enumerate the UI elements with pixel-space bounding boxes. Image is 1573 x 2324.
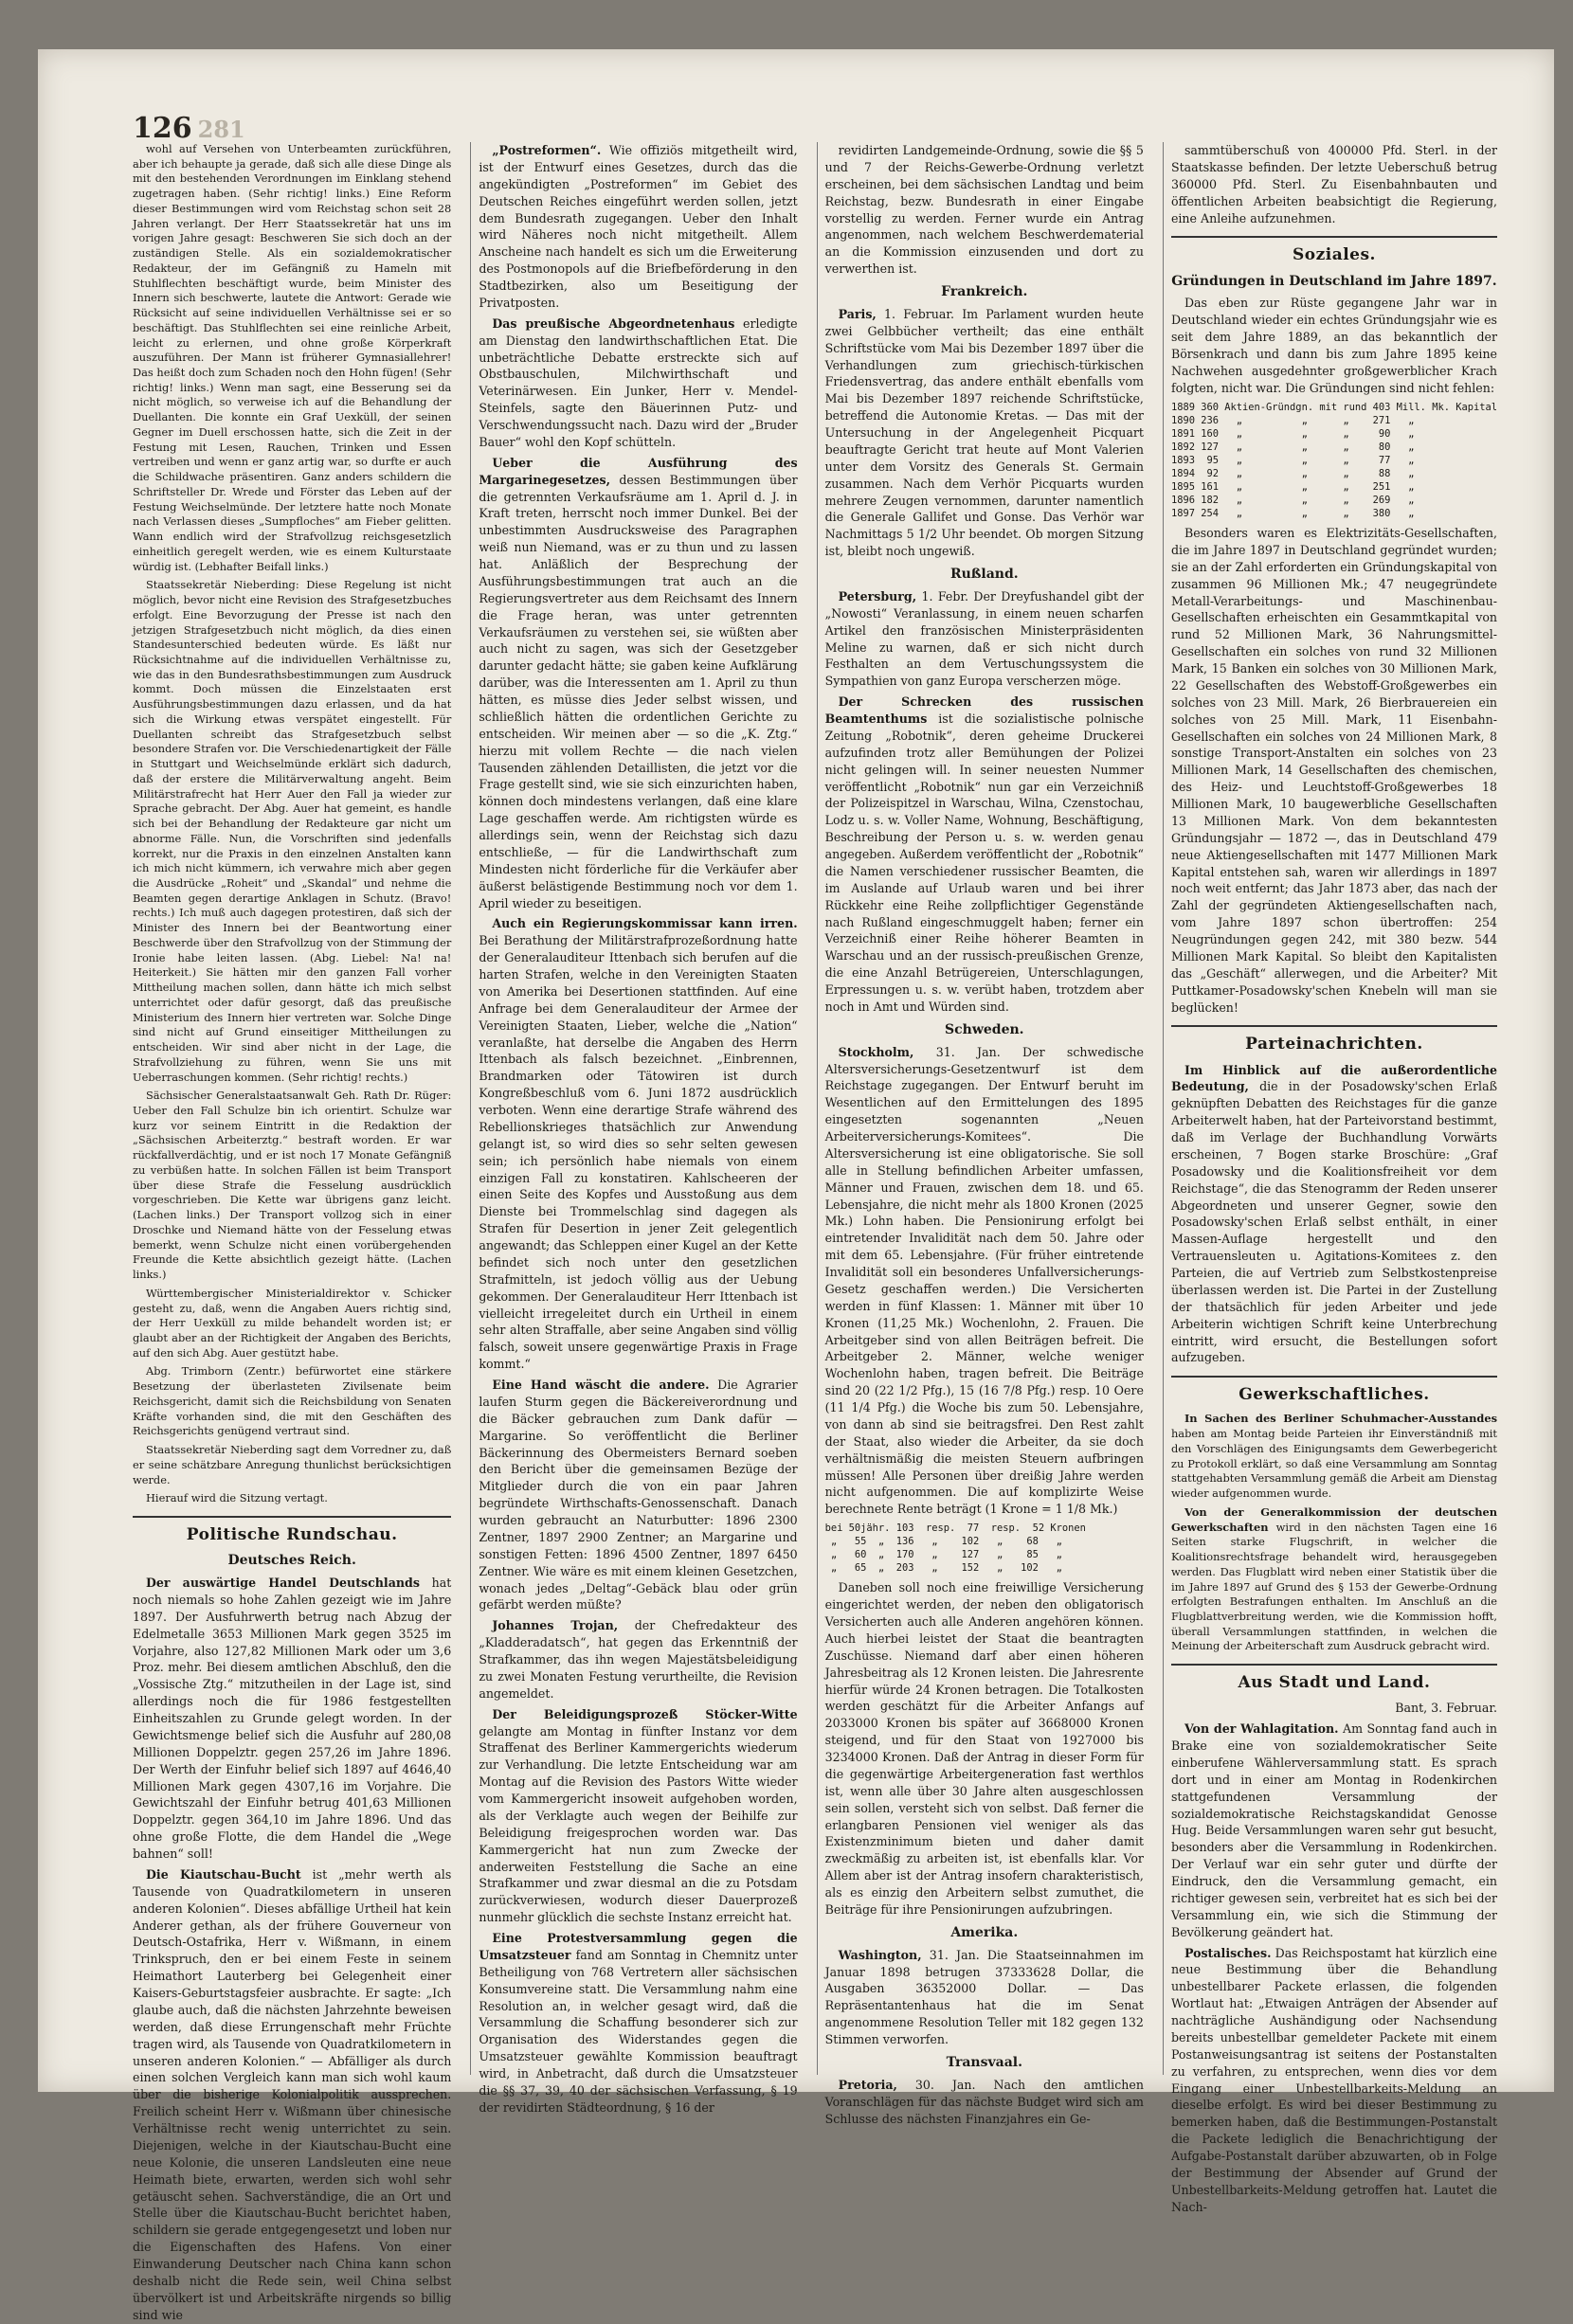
- section-heading: Aus Stadt und Land.: [1171, 1664, 1497, 1694]
- subsection-heading: Amerika.: [950, 1924, 1019, 1940]
- article-paragraph: [1171, 1720, 1497, 1940]
- article-paragraph: [825, 1044, 1144, 1519]
- article-text: Das Reichspostamt hat kürzlich eine neue Bestimmung über die Behandlung unbestellbarer Packete erlassen, die folgenden Wortlaut hat: „Etwaigen Anträgen der Absender auf nachträgliche Aushändigung oder Nachsendung bereits unbestellbar gemeldeter Packete mit einem Postanweisungsantrag ist seitens der Postanstalten zu verfahren, zu entsprechen, wenn dies vor dem Eingang einer Unbestellbarkeits-Meldung an dieselbe erfolgt. Es wird bei dieser Bestimmung zu bemerken haben, daß die Bestimmungen-Postanstalt die Packete lediglich die Benachrichtigung der Aufgabe-Postanstalt darüber abzuwarten, ob in Folge der Bestimmung der Absender auf Grund der Unbestellbarkeits-Meldung getroffen hat. Lautet die Nach-: [1170, 1945, 1498, 2214]
- article-paragraph: [479, 915, 797, 1373]
- column-2: [470, 142, 798, 2115]
- article-text: 31. Jan. Der schwedische Altersversicherungs-Gesetzentwurf ist dem Reichstage zugegangen. Der Entwurf beruht im Wesentlichen auf den Ermittelungen des 1895 eingesetzten sogenannten „Neuen Arbeiterversicherungs-Komitees“. Die Altersversicherung ist eine obligatorische. Sie soll alle in Stellung befindlichen Arbeiter umfassen, Männer und Frauen, zwischen dem 18. und 65. Lebensjahre, die nicht mehr als 1800 Kronen (2025 Mk.) Lohn haben. Die Pensionirung erfolgt bei eintretender Invalidität nach dem 50. Jahre oder mit dem 65. Lebensjahre. (Für früher eintretende Invalidität soll ein besonderes Unfallversicherungs-Gesetz geschaffen werden.) Die Versicherten werden in fünf Klassen: 1. Männer mit über 10 Kronen (11,25 Mk.) Wochenlohn, 2. Frauen. Die Arbeitgeber sind von allen Beiträgen befreit. Die Arbeitgeber 2. Männer, welche weniger Wochenlohn haben, tragen befreit. Die Beiträge sind 20 (22 1/2 Pfg.), 15 (16 7/8 Pfg.) resp. 10 Oere (11 1/4 Pfg.) die Woche bis zum 50. Lebensjahre, von dann ab sind sie beitragsfrei. Den Rest zahlt der Staat, also wieder die Arbeiter, da sie doch verhältnismäßig die meisten Steuern aufbringen müssen! Alle Personen über dreißig Jahre werden nicht aufgenommen. Die auf komplizirte Weise berechnete Rente beträgt (1 Krone = 1 1/8 Mk.): [824, 1044, 1144, 1517]
- article-paragraph: [133, 1089, 451, 1283]
- article-text: ist „mehr werth als Tausende von Quadratkilometern in unseren anderen Kolonien“. Dieses abfällige Urtheil hat kein Anderer gethan, als der frühere Gouverneur von Deutsch-Ostafrika, Herr v. Wißmann, in einem Trinkspruch, den er bei einem Feste in seinem Heimathort Lauterberg bei Gelegenheit einer Kaisers-Geburtstagsfeier ausbrachte. Er sagte: „Ich glaube auch, daß die nächsten Jahrzehnte beweisen werden, daß diese Errungenschaft mehr Früchte tragen wird, als Tausende von Quadratkilometern in unseren anderen Kolonien.“ — Abfälliger als durch einen solchen Vergleich kann man sich wohl kaum über die bisherige Kolonialpolitik aussprechen. Freilich scheint Herr v. Wißmann über chinesische Verhältnisse recht wenig unterrichtet zu sein. Diejenigen, welche in der Kiautschau-Bucht eine neue Kolonie, die unseren Landsleuten eine neue Heimath biete, erwarten, werden sich wohl sehr getäuscht sehen. Sachverständige, die an Ort und Stelle über die Kiautschau-Bucht berichtet haben, schildern sie gerade entgegengesetzt und loben nur die Eigenschaften des Hafens. Von einer Einwanderung Deutscher nach China kann schon deshalb nicht die Rede sein, weil China selbst übervölkert ist und Arbeitskräfte nirgends so billig sind wie: [133, 1866, 452, 2322]
- article-lead: Das preußische Abgeordnetenhaus: [492, 315, 735, 331]
- section-heading: Soziales.: [1171, 236, 1497, 266]
- page-number: [133, 112, 245, 145]
- subsection-heading: Transvaal.: [946, 2054, 1022, 2070]
- article-paragraph: [825, 306, 1144, 560]
- article-text: die in der Posadowsky'schen Erlaß geknüpften Debatten des Reichstages für die ganze Arbeiterwelt haben, hat der Parteivorstand bestimmt, daß im Verlage der Buchhandlung Vorwärts erscheinen, 7 Bogen starke Broschüre: „Graf Posadowsky und die Koalitionsfreiheit vor dem Reichstage“, die das Stenogramm der Reden unserer Abgeordneten und unserer Gegner, sowie den Posadowsky'schen Erlaß selbst enthält, in einer Massen-Auflage hergestellt und den Vertrauensleuten u. Agitations-Komitees z. den Parteien, die auf Vertrieb zum Selbstkostenpreise überlassen werden ist. Die Partei in der Zustellung der thatsächlich für jeden Arbeiter und jede Arbeiterin wichtigen Schrift keine Unterbrechung eintritt, wird ersucht, die Bestellungen sofort aufzugeben.: [1170, 1079, 1498, 1365]
- article-paragraph: [1171, 1062, 1497, 1367]
- column-1: [133, 142, 452, 2322]
- article-text: sammtüberschuß von 400000 Pfd. Sterl. in der Staatskasse befinden. Der letzte Ueberschuß betrug 360000 Pfd. Sterl. Zu Eisenbahnbauten und öffentlichen Arbeiten beabsichtigt die Regierung, eine Anleihe aufzunehmen.: [1170, 143, 1498, 225]
- article-paragraph: [479, 455, 797, 912]
- column-4: [1163, 142, 1498, 2214]
- article-paragraph: [1171, 1412, 1497, 1501]
- article-lead: Eine Hand wäscht die andere.: [492, 1378, 710, 1392]
- article-text: hat noch niemals so hohe Zahlen gezeigt wie im Jahre 1897. Der Ausfuhrwerth betrug nach Abzug der Edelmetalle 3653 Millionen Mark gegen 3525 im Vorjahre, also 127,82 Millionen Mark oder um 3,6 Proz. mehr. Bei diesem amtlichen Abschluß, den die „Vossische Ztg.“ mitzutheilen in der Lage ist, sind allerdings noch die für 1986 festgestellten Einheitszahlen zu Grunde gelegt worden. In der Gewichtsmenge belief sich die Ausfuhr auf 280,08 Millionen Doppelztr. gegen 257,26 im Jahre 1896. Der Werth der Einfuhr belief sich 1897 auf 4646,40 Millionen Mark gegen 4307,16 im Vorjahre. Die Gewichtszahl der Einfuhr betrug 401,63 Millionen Doppelztr. gegen 364,10 im Jahre 1896. Und das ohne große Flotte, die dem Handel die „Wege bahnen“ soll!: [133, 1576, 452, 1862]
- subsection-heading: Gründungen in Deutschland im Jahre 1897.: [1171, 273, 1497, 289]
- article-text: 30. Jan. Nach den amtlichen Voranschlägen für das nächste Budget wird sich am Schlusse des nächsten Finanzjahres ein Ge-: [824, 2077, 1144, 2126]
- newspaper-columns: [133, 142, 1498, 2322]
- article-text: 31. Jan. Die Staatseinnahmen im Januar 1898 betrugen 37333628 Dollar, die Ausgaben 36352000 Dollar. — Das Repräsentantenhaus hat die im Senat angenommene Resolution Teller mit 182 gegen 132 Stimmen verworfen.: [824, 1947, 1144, 2047]
- article-text: Das eben zur Rüste gegangene Jahr war in Deutschland wieder ein echtes Gründungsjahr wie es seit dem Jahre 1889, an das bekanntlich der Börsenkrach und dann bis zum Jahre 1895 keine Nachwehen ausgedehnter großgewerblicher Krach folgten, nicht war. Die Gründungen sind nicht fehlen:: [1170, 296, 1498, 395]
- article-lead: Der auswärtige Handel Deutschlands: [146, 1576, 420, 1591]
- article-paragraph: [1171, 1945, 1497, 2216]
- article-text: Staatssekretär Nieberding sagt dem Vorredner zu, daß er seine schätzbare Anregung thunlichst berücksichtigen werde.: [133, 1443, 452, 1486]
- page-number-ghost: 281: [197, 116, 245, 143]
- article-text: dessen Bestimmungen über die getrennten Verkaufsräume am 1. April d. J. in Kraft treten, herrscht noch immer Dunkel. Bei der unbestimmten Ausdrucksweise des Paragraphen weiß nun Niemand, was er zu thun und zu lassen hat. Anläßlich der Besprechung der Ausführungsbestimmungen trat auch an die Regierungsvertreter aus dem Reichsamt des Innern die Frage heran, was unter getrennten Verkaufsräumen zu verstehen sei, sie wüßten aber auch nicht zu sagen, was sich der Gesetzgeber darunter gedacht hätte; sie gaben keine Aufklärung darüber, was die Interessenten am 1. April zu thun hätten, es müsse dies Jeder selbst wissen, und schließlich hätten die ordentlichen Gerichte zu entscheiden. Wir meinen aber — so die „K. Ztg.“ hierzu mit vollem Rechte — die nach vielen Tausenden zählenden Detaillisten, die jetzt vor die Frage gestellt sind, wie sie sich einzurichten haben, können doch mindestens verlangen, daß eine klare Lage geschaffen werde. Am richtigsten würde es allerdings sein, wenn der Reichstag sich dazu entschließe, — für die Landwirthschaft zum Mindesten nicht förderliche für die Verkäufer aber äußerst belästigende Bestimmung noch vor dem 1. April wieder zu beseitigen.: [479, 472, 798, 910]
- article-text: Bei Berathung der Militärstrafprozeßordnung hatte der Generalauditeur Ittenbach sich berufen auf die harten Strafen, welche in den Vereinigten Staaten von Amerika bei Desertionen stattfinden. Auf eine Anfrage bei dem Generalauditeur der Armee der Vereinigten Staaten, Lieber, welche die „Nation“ veranlaßte, hat derselbe die Angaben des Herrn Ittenbach als falsch bezeichnet. „Einbrennen, Brandmarken oder Tätowiren ist durch Kongreßbeschluß vom 6. Juni 1872 ausdrücklich verboten. Wenn eine derartige Strafe während des Rebellionskrieges thatsächlich zur Anwendung gelangt ist, so wird dies so sehr selten gewesen sein; ich persönlich habe niemals von einem einzigen Fall zu konstatiren. Kahlscheeren der einen Seite des Kopfes und Ausstoßung aus dem Dienste bei Trommelschlag sind dagegen als Strafen für Desertion in jener Zeit gelegentlich angewandt; das Schleppen einer Kugel an der Kette befindet sich noch unter den gesetzlichen Strafmitteln, ist jedoch völlig aus der Uebung gekommen. Der Generalauditeur Herr Ittenbach ist vielleicht irregeleitet durch ein Urtheil in einem sehr alten Straffalle, aber seine Angaben sind völlig falsch, soweit unsere gegenwärtige Praxis in Frage kommt.“: [479, 933, 798, 1372]
- article-lead: Petersburg,: [838, 588, 917, 604]
- article-text: 1. Februar. Im Parlament wurden heute zwei Gelbbücher vertheilt; das eine enthält Schriftstücke vom Mai bis Dezember 1897 über die Verhandlungen zum griechisch-türkischen Friedensvertrag, das andere enthält ebenfalls vom Mai bis Dezember 1897 reichende Schriftstücke, betreffend die Autonomie Kretas. — Das mit der Untersuchung in der Angelegenheit Picquart beauftragte Gericht trat heute auf Mont Valerien unter dem Vorsitz des Generals St. Germain zusammen. Nach dem Verhör Picquarts wurden mehrere Zeugen vernommen, darunter namentlich die Generale Gallifet und Gonse. Das Verhör war Nachmittags 5 1/2 Uhr beendet. Ob morgen Sitzung ist, bleibt noch ungewiß.: [824, 306, 1144, 559]
- article-lead: Washington,: [838, 1947, 922, 1962]
- article-paragraph: [825, 588, 1144, 690]
- statistics-table: bei 50jähr. 103 resp. 77 resp. 52 Kronen „ 55 „ 136 „ 102 „ 68 „ „ 60 „ 170 „ 127 „ 85 „ „ 65 „ 203 „ 152 „ 102 „: [824, 1522, 1086, 1575]
- article-lead: Postalisches.: [1184, 1945, 1272, 1960]
- article-paragraph: [825, 142, 1144, 278]
- article-paragraph: [825, 1947, 1144, 2048]
- article-paragraph: [1171, 295, 1497, 396]
- column-3: [817, 142, 1144, 2126]
- statistics-table: 1889 360 Aktien-Gründgn. mit rund 403 Mill. Mk. Kapital 1890 236 „ „ „ 271 „ 1891 160 „ „ „ 90 „ 1892 127 „ „ „ 80 „ 1893 95 „ „ „ 77 „ 1894 92 „ „ „ 88 „ 1895 161 „ „ „ 251 „ 1896 182 „ „ „ 269 „ 1897 254 „ „ „ 380 „: [1170, 401, 1498, 519]
- article-text: gelangte am Montag in fünfter Instanz vor dem Straffenat des Berliner Kammergerichts wiederum zur Verhandlung. Die letzte Entscheidung war am Montag auf die Revision des Pastors Witte wieder vom Kammergericht insoweit aufgehoben worden, als der Verklagte auch wegen der Beihilfe zur Beleidigung freigesprochen worden war. Das Kammergericht hat nun zum Zwecke der anderweiten Feststellung die Sache an eine Strafkammer und zwar diesmal an die zu Potsdam zurückverwiesen, wodurch dieser Dauerprozeß nunmehr glücklich die sechste Instanz erreicht hat.: [479, 1723, 798, 1925]
- article-paragraph: [479, 1617, 797, 1702]
- article-paragraph: [825, 694, 1144, 1016]
- article-text: der Chefredakteur des „Kladderadatsch“, hat gegen das Erkenntniß der Strafkammer, das ihn wegen Majestätsbeleidigung zu zwei Monaten Festung verurtheilte, die Revision angemeldet.: [479, 1618, 798, 1701]
- article-text: fand am Sonntag in Chemnitz unter Betheiligung von 768 Vertretern aller sächsischen Konsumvereine statt. Die Versammlung nahm eine Resolution an, in welcher gesagt wird, daß die Versammlung die Schaffung besonderer sich zur Organisation des Widerstandes gegen die Umsatzsteuer gewählte Kommission beauftragt wird, in Anbetracht, daß durch die Umsatzsteuer die §§ 37, 39, 40 der sächsischen Verfassung, § 19 der revidirten Städteordnung, § 16 der: [479, 1947, 798, 2115]
- article-lead: Pretoria,: [838, 2077, 897, 2092]
- article-paragraph: [479, 315, 797, 451]
- article-paragraph: [133, 1575, 451, 1863]
- page-number-value: 126: [133, 112, 192, 145]
- article-text: Besonders waren es Elektrizitäts-Gesellschaften, die im Jahre 1897 in Deutschland gegründet wurden; sie an der Zahl erforderten ein Gründungskapital von zusammen 96 Millionen Mk.; 47 neugegründete Metall-Verarbeitungs- und Maschinenbau-Gesellschaften erheischten ein Gesammtkapital von rund 52 Millionen Mark, 36 Nahrungsmittel-Gesellschaften ein solches von rund 32 Millionen Mark, 15 Banken ein solches von 30 Millionen Mark, 22 Gesellschaften des Webstoff-Großgewerbes ein solches von 23 Mill. Mark, 26 Bierbrauereien ein solches von 25 Mill. Mark, 11 Eisenbahn-Gesellschaften ein solches von 24 Millionen Mark, 8 sonstige Transport-Anstalten ein solches von 23 Millionen Mark, 14 Gesellschaften des chemischen, des Heiz- und Leuchtstoff-Großgewerbes 18 Millionen Mark, 10 baugewerbliche Gesellschaften 13 Millionen Mark. Von dem bekanntesten Gründungsjahr — 1872 —, das in Deutschland 479 neue Aktiengesellschaften mit 1477 Millionen Mark Kapital entstehen sah, waren wir allerdings in 1897 noch weit entfernt; das Jahr 1873 aber, das nach der Zahl der gegründeten Aktiengesellschaften nach, vom Jahre 1897 schon übertroffen: 254 Neugründungen gegen 242, mit 380 bezw. 544 Millionen Mark Kapital. So bleibt den Kapitalisten das „Geschäft“ allerwegen, und die Arbeiter? Mit Puttkamer-Posadowsky'schen Knebeln will man sie beglücken!: [1170, 526, 1498, 1015]
- article-lead: Eine Protestversammlung gegen die Umsatzsteuer: [479, 1931, 798, 1962]
- article-paragraph: [133, 142, 451, 574]
- article-text: Staatssekretär Nieberding: Diese Regelung ist nicht möglich, bevor nicht eine Revision des Strafgesetzbuches erfolgt. Eine Bevorzugung der Presse ist nach den jetzigen Strafgesetzbuch nicht möglich, da dies einen Standesunterschied bedeuten würde. Es läßt nur Rücksichtnahme auf die individuellen Verhältnisse zu, wie das in den Bundesrathsbestimmungen zum Ausdruck kommt. Doch müssen die Einzelstaaten erst Ausführungsbestimmungen dazu erlassen, und da hat sich die Wirkung etwas verspätet eingestellt. Für Duellanten schreibt das Strafgesetzbuch selbst besondere Strafen vor. Die Verschiedenartigkeit der Fälle in Stuttgart und Weichselmünde erklärt sich dadurch, daß der erstere die Militärverwaltung angeht. Beim Militärstrafrecht hat Herr Auer den Fall ja wieder zur Sprache gebracht. Der Abg. Auer hat gemeint, es handle sich bei der Behandlung der Redakteure gar nicht um abnorme Fälle. Nun, die Vorschriften sind jedenfalls korrekt, nur die Praxis in den einzelnen Anstalten kann ich mich nicht kümmern, ich verwahre mich aber gegen die Ausdrücke „Roheit“ und „Skandal“ und nehme die Beamten gegen derartige Anklagen in Schutz. (Bravo! rechts.) Ich muß auch dagegen protestiren, daß sich der Minister des Innern bei der Beantwortung einer Beschwerde über den Strafvollzug von der Stimmung der Ironie habe leiten lassen. (Abg. Liebel: Na! na! Heiterkeit.) Sie hätten mir den ganzen Fall vorher Mittheilung machen sollen, dann hätte ich mich selbst unterrichtet oder dafür gesorgt, daß das preußische Ministerium des Innern hier vertreten war. Solche Dinge sind nicht auf Grund einseitiger Mittheilungen zu entscheiden. Wir sind aber nicht in der Lage, die Strafvollziehung zu führen, wenn Sie uns mit Ueberraschungen kommen. (Sehr richtig! rechts.): [133, 578, 452, 1084]
- article-lead: In Sachen des Berliner Schuhmacher-Ausstandes: [1184, 1412, 1498, 1426]
- article-lead: Ueber die Ausführung des Margarinegesetzes,: [479, 455, 798, 487]
- article-text: revidirten Landgemeinde-Ordnung, sowie die §§ 5 und 7 der Reichs-Gewerbe-Ordnung verletzt erscheinen, bei dem sächsischen Landtag und beim Reichstag, bezw. Bundesrath in einer Eingabe vorstellig zu werden. Ferner wurde ein Antrag angenommen, nach welchem Beschwerdematerial an die Kommission einzusenden und dort zu verwerthen ist.: [824, 143, 1144, 277]
- article-paragraph: [825, 1579, 1144, 1919]
- article-lead: Von der Wahlagitation.: [1184, 1721, 1339, 1737]
- article-lead: Johannes Trojan,: [492, 1618, 619, 1633]
- article-text: Daneben soll noch eine freiwillige Versicherung eingerichtet werden, der neben den obligatorisch Versicherten auch alle Anderen angehören können. Auch hierbei leistet der Staat die beantragten Zuschüsse. Niemand darf aber einen höheren Jahresbeitrag als 12 Kronen leisten. Die Jahresrente hierfür würde 24 Kronen betragen. Die Totalkosten werden geschätzt für die Arbeiter Anfangs auf 2033000 Kronen bis später auf 3668000 Kronen steigend, und für den Staat von 1927000 bis 3234000 Kronen. Daß der Antrag in dieser Form für die gegenwärtige Arbeitergeneration fast werthlos ist, wenn alle über 30 Jahre alten ausgeschlossen sein sollen, versteht sich von selbst. Daß ferner die erlangbaren Pensionen viel weniger als das Existenzminimum bieten und daher damit zweckmäßig zu arbeiten ist, ist ebenfalls klar. Vor Allem aber ist der Antrag insofern charakteristisch, als es einzig den Arbeitern selbst zumuthet, die Beiträge für ihre Pensionirungen aufzubringen.: [824, 1580, 1144, 1917]
- article-paragraph: [1171, 525, 1497, 1016]
- article-paragraph: [133, 1491, 451, 1506]
- article-lead: Paris,: [838, 306, 877, 321]
- article-lead: Von der Generalkommission der deutschen Gewerkschaften: [1170, 1504, 1498, 1534]
- section-heading: Politische Rundschau.: [133, 1516, 451, 1546]
- dateline: Bant, 3. Februar.: [1395, 1701, 1498, 1716]
- article-text: Abg. Trimborn (Zentr.) befürwortet eine stärkere Besetzung der überlasteten Zivilsenate beim Reichsgericht, damit sich die Reichsbildung von Senaten Kräfte vorhanden sind, die mit den Geschäften des Reichsgerichts genügend vertraut sind.: [133, 1364, 452, 1438]
- article-text: wird in den nächsten Tagen eine 16 Seiten starke Flugschrift, in welcher die Koalitionsrechtsfrage behandelt wird, herausgegeben werden. Das Flugblatt wird neben einer Statistik über die im Jahre 1897 auf Grund des § 153 der Gewerbe-Ordnung erfolgten Bestrafungen enthalten. Im Anschluß an die Flugblattverbreitung werden, wie die Kommission hofft, überall Versammlungen stattfinden, in welchen die Meinung der Arbeiterschaft zum Ausdruck gebracht wird.: [1170, 1520, 1498, 1653]
- article-text: ist die sozialistische polnische Zeitung „Robotnik“, deren geheime Druckerei aufzufinden trotz aller Bemühungen der Polizei nicht gelingen will. In seiner neuesten Nummer veröffentlicht „Robotnik“ nun gar ein Verzeichniß der Polizeispitzel in Warschau, Wilna, Czenstochau, Lodz u. s. w. Voller Name, Wohnung, Beschäftigung, Beschreibung der Person u. s. w. werden genau angegeben. Außerdem veröffentlicht der „Robotnik“ die Namen verschiedener russischer Beamten, die im Auslande auf Urlaub waren und bei ihrer Rückkehr eine Reihe zollpflichtiger Gegenstände nach Rußland eingeschmuggelt haben; ferner ein Verzeichniß einer Reihe höherer Beamten in Warschau und an der russisch-preußischen Grenze, die eine Anzahl Betrügereien, Unterschlagungen, Erpressungen u. s. w. verübt haben, trotzdem aber noch in Amt und Würden sind.: [824, 712, 1144, 1014]
- section-heading: Gewerkschaftliches.: [1171, 1376, 1497, 1406]
- article-paragraph: [133, 578, 451, 1085]
- article-text: Sächsischer Generalstaatsanwalt Geh. Rath Dr. Rüger: Ueber den Fall Schulze bin ich orientirt. Schulze war kurz vor seinem Eintritt in die Redaktion der „Sächsischen Arbeiterztg.“ bestraft worden. Er war rückfallverdächtig, und er ist noch 17 Monate Gefängniß zu verbüßen hatte. In solchen Fällen ist beim Transport über diese Strafe die Fesselung ausdrücklich vorgeschrieben. Die Kette war übrigens ganz leicht. (Lachen links.) Der Transport vollzog sich in einer Droschke und Niemand hätte von der Fesselung etwas bemerkt, wenn Schulze nicht einen vorübergehenden Freunde die Kette absichtlich gezeigt hätte. (Lachen links.): [133, 1089, 452, 1282]
- article-text: erledigte am Dienstag den landwirthschaftlichen Etat. Die unbeträchtliche Debatte erstreckte sich auf Obstbauschulen, Milchwirthschaft und Veterinärwesen. Ein Junker, Herr v. Mendel-Steinfels, sagte den Bäuerinnen Putz- und Verschwendungssucht nach. Dazu wird der „Bruder Bauer“ wohl den Kopf schütteln.: [479, 315, 798, 449]
- article-lead: „Postreformen“.: [492, 143, 602, 157]
- article-paragraph: [133, 1287, 451, 1361]
- article-lead: Auch ein Regierungskommissar kann irren.: [492, 916, 798, 931]
- article-text: 1. Febr. Der Dreyfushandel gibt der „Nowosti“ Veranlassung, in einem neuen scharfen Artikel den französischen Ministerpräsidenten Meline zu warnen, daß er sich nicht durch Festhalten an dem Vertuschungssystem die Sympathien von ganz Europa verscherzen möge.: [824, 588, 1144, 689]
- article-lead: Die Kiautschau-Bucht: [146, 1866, 301, 1882]
- article-text: Hierauf wird die Sitzung vertagt.: [146, 1491, 328, 1505]
- article-paragraph: [479, 1706, 797, 1926]
- article-lead: Stockholm,: [838, 1044, 914, 1059]
- article-lead: Im Hinblick auf die außerordentliche Bedeutung,: [1170, 1062, 1498, 1094]
- article-text: Die Agrarier laufen Sturm gegen die Bäckereiverordnung und die Bäcker gebrauchen zum Dank dafür — Margarine. So veröffentlicht die Berliner Bäckerinnung des Obermeisters Bernard soeben den Bericht über die gemeinsamen Bezüge der Mitglieder durch die von ein paar Jahren begründete Wirthschafts-Genossenschaft. Danach wurden gebraucht an Naturbutter: 1896 2300 Zentner, 1897 2900 Zentner; an Margarine und sonstigen Fetten: 1896 4500 Zentner, 1897 6450 Zentner. Wie wäre es mit einem kleinen Gesetzchen, wonach jedes „Deltag“-Gebäck blau oder grün gefärbt werden müßte?: [479, 1378, 798, 1612]
- article-paragraph: [825, 2077, 1144, 2128]
- subsection-heading: Schweden.: [945, 1021, 1024, 1037]
- section-heading: Parteinachrichten.: [1171, 1025, 1497, 1055]
- article-paragraph: [133, 1364, 451, 1439]
- article-paragraph: [479, 1930, 797, 2117]
- article-text: wohl auf Versehen von Unterbeamten zurückführen, aber ich behaupte ja gerade, daß sich alle diese Dinge als mit den bestehenden Verordnungen im Einklang stehend zugetragen haben. (Sehr richtig! links.) Eine Reform dieser Bestimmungen wird vom Reichstag schon seit 28 Jahren verlangt. Der Herr Staatssekretär hat uns im vorigen Jahre gesagt: Beschweren Sie sich doch an der zuständigen Stelle. Als ein sozialdemokratischer Redakteur, der im Gefängniß zu Hameln mit Stuhlflechten beschäftigt wurde, beim Minister des Innern sich beschwerte, lautete die Antwort: Gerade wie Rücksicht auf seine individuellen Verhältnisse sei er so beschäftigt. Das Stuhlflechten sei eine reinliche Arbeit, leicht zu erlernen, und ohne große Körperkraft auszuführen. Der Mann ist früherer Gymnasiallehrer! Das heißt doch zum Schaden noch den Hohn fügen! (Sehr richtig! links.) Wenn man sagt, eine Besserung sei da nicht möglich, so verweise ich auf die Behandlung der Duellanten. Die konnte ein Graf Uexküll, der seinen Gegner im Duell erschossen hatte, sich die Zeit in der Festung mit Lesen, Rauchen, Trinken und Essen vertreiben und wenn er ganz artig war, so durfte er auch die Schildwache präsentiren. Ganz anders schildern die Schriftsteller Dr. Wrede und Förster das Leben auf der Festung Weichselmünde. Der letztere hatte noch Monate nach Verlassen dieses „Sumpfloches“ am Fieber gelitten. Wann endlich wird der Strafvollzug reichsgesetzlich einheitlich geregelt werden, wie es einem Kulturstaate würdig ist. (Lebhafter Beifall links.): [133, 142, 452, 573]
- article-text: haben am Montag beide Parteien ihr Einverständniß mit den Vorschlägen des Einigungsamts dem Gewerbegericht zu Protokoll erklärt, so daß eine Versammlung am Sonntag stattgehabten Versammlung gemäß die Arbeit am Dienstag wieder aufgenommen wurde.: [1170, 1427, 1498, 1501]
- subsection-heading: Deutsches Reich.: [227, 1553, 356, 1569]
- article-lead: Der Schrecken des russischen Beamtenthums: [824, 694, 1144, 726]
- article-text: Wie offiziös mitgetheilt wird, ist der Entwurf eines Gesetzes, durch das die angekündigten „Postreformen“ im Gebiet des Deutschen Reiches eingeführt werden sollen, jetzt dem Bundesrath zugegangen. Ueber den Inhalt wird Näheres noch nicht mitgetheilt. Allem Anscheine nach handelt es sich um die Erweiterung des Postmonopols auf die Briefbeförderung in den Stadtbezirken, also um Beseitigung der Privatposten.: [479, 143, 798, 310]
- article-text: Württembergischer Ministerialdirektor v. Schicker gesteht zu, daß, wenn die Angaben Auers richtig sind, der Herr Uexküll zu milde behandelt worden ist; er glaubt aber an der Richtigkeit der Angaben des Berichts, auf den sich Abg. Auer gestützt habe.: [133, 1286, 452, 1360]
- article-paragraph: [479, 142, 797, 312]
- article-paragraph: [479, 1377, 797, 1613]
- article-paragraph: [1171, 142, 1497, 226]
- subsection-heading: Frankreich.: [941, 284, 1028, 299]
- article-text: Am Sonntag fand auch in Brake eine von sozialdemokratischer Seite einberufene Wählerversammlung statt. Es sprach dort und in einer am Montag in Rodenkirchen stattgefundenen Versammlung der sozialdemokratische Reichstagskandidat Genosse Hug. Beide Versammlungen waren sehr gut besucht, besonders aber die Versammlung in Rodenkirchen. Der Verlauf war ein sehr guter und dürfte der Eindruck, den die Versammlung gemacht, ein richtiger gewesen sein, verbreitet hat es sich bei der Versammlung ein, wie sich die Stimmung der Bevölkerung geändert hat.: [1170, 1721, 1498, 1939]
- subsection-heading: Rußland.: [949, 567, 1019, 582]
- article-lead: Der Beleidigungsprozeß Stöcker-Witte: [492, 1706, 798, 1721]
- article-paragraph: [133, 1866, 451, 2324]
- article-paragraph: [133, 1443, 451, 1487]
- article-paragraph: [1171, 1505, 1497, 1654]
